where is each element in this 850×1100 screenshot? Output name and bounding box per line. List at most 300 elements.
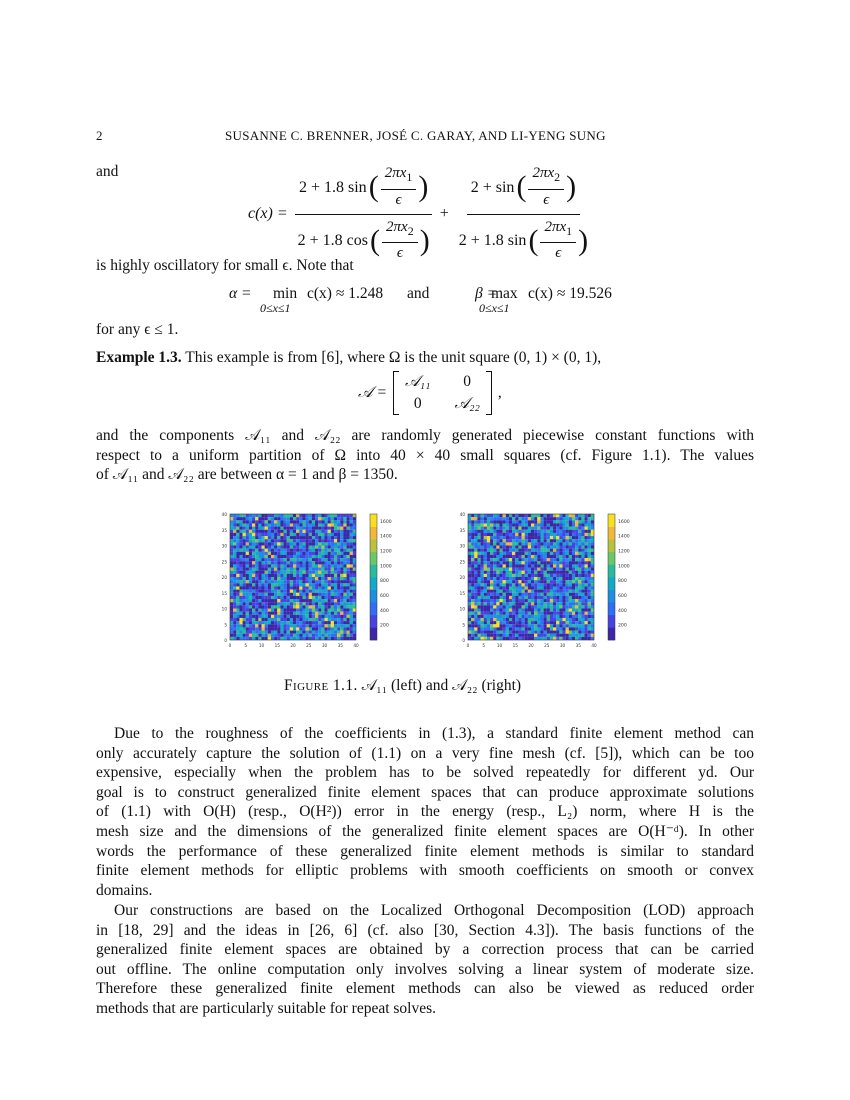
heatmap-cell	[522, 514, 525, 517]
heatmap-cell	[512, 609, 515, 612]
heatmap-cell	[334, 520, 337, 523]
heatmap-cell	[287, 612, 290, 615]
heatmap-cell	[578, 631, 581, 634]
heatmap-cell	[249, 621, 252, 624]
heatmap-cell	[585, 555, 588, 558]
heatmap-cell	[500, 631, 503, 634]
matrix-zero: 0	[463, 373, 472, 391]
heatmap-cell	[290, 546, 293, 549]
heatmap-cell	[591, 593, 594, 596]
heatmap-cell	[525, 530, 528, 533]
heatmap-cell	[585, 596, 588, 599]
heatmap-cell	[328, 583, 331, 586]
heatmap-cell	[302, 615, 305, 618]
heatmap-cell	[581, 599, 584, 602]
heatmap-cell	[490, 564, 493, 567]
heatmap-cell	[328, 546, 331, 549]
heatmap-cell	[528, 520, 531, 523]
heatmap-cell	[243, 542, 246, 545]
heatmap-cell	[321, 583, 324, 586]
heatmap-cell	[500, 599, 503, 602]
figure-caption-text: 𝒜₁₁ (left) and 𝒜₂₂ (right)	[361, 677, 522, 694]
heatmap-cell	[512, 555, 515, 558]
heatmap-cell	[559, 564, 562, 567]
heatmap-cell	[572, 599, 575, 602]
heatmap-cell	[340, 520, 343, 523]
heatmap-cell	[290, 627, 293, 630]
heatmap-cell	[236, 514, 239, 517]
heatmap-cell	[468, 530, 471, 533]
heatmap-cell	[591, 590, 594, 593]
heatmap-cell	[309, 580, 312, 583]
heatmap-cell	[246, 602, 249, 605]
heatmap-cell	[318, 580, 321, 583]
heatmap-cell	[255, 609, 258, 612]
heatmap-cell	[337, 593, 340, 596]
heatmap-cell	[299, 618, 302, 621]
heatmap-cell	[506, 514, 509, 517]
heatmap-cell	[512, 574, 515, 577]
text-line: only accurately capture the solution of (1.1) on a very fine mesh (cf. [5]), which can be too	[96, 744, 754, 762]
heatmap-cell	[302, 549, 305, 552]
heatmap-cell	[556, 558, 559, 561]
heatmap-cell	[306, 618, 309, 621]
heatmap-cell	[490, 539, 493, 542]
heatmap-cell	[296, 631, 299, 634]
heatmap-cell	[347, 596, 350, 599]
heatmap-cell	[468, 539, 471, 542]
heatmap-cell	[496, 621, 499, 624]
text-line: Therefore these generalized finite element methods can also be viewed as reduced order	[96, 980, 754, 998]
heatmap-cell	[296, 605, 299, 608]
heatmap-cell	[262, 558, 265, 561]
heatmap-cell	[318, 539, 321, 542]
heatmap-cell	[547, 590, 550, 593]
heatmap-cell	[293, 593, 296, 596]
heatmap-cell	[531, 517, 534, 520]
heatmap-cell	[312, 517, 315, 520]
heatmap-cell	[265, 561, 268, 564]
heatmap-cell	[306, 549, 309, 552]
heatmap-cell	[500, 558, 503, 561]
heatmap-cell	[309, 621, 312, 624]
heatmap-cell	[243, 555, 246, 558]
heatmap-cell	[477, 580, 480, 583]
heatmap-cell	[277, 602, 280, 605]
heatmap-cell	[559, 634, 562, 637]
heatmap-cell	[277, 580, 280, 583]
heatmap-cell	[544, 593, 547, 596]
heatmap-cell	[321, 612, 324, 615]
heatmap-cell	[522, 612, 525, 615]
heatmap-cell	[258, 590, 261, 593]
heatmap-cell	[553, 533, 556, 536]
heatmap-cell	[274, 520, 277, 523]
heatmap-cell	[503, 627, 506, 630]
heatmap-cell	[534, 586, 537, 589]
heatmap-cell	[334, 574, 337, 577]
heatmap-cell	[559, 533, 562, 536]
heatmap-cell	[252, 618, 255, 621]
heatmap-cell	[262, 621, 265, 624]
heatmap-cell	[487, 574, 490, 577]
heatmap-cell	[563, 571, 566, 574]
heatmap-cell	[271, 533, 274, 536]
heatmap-cell	[290, 564, 293, 567]
heatmap-cell	[588, 596, 591, 599]
heatmap-cell	[249, 571, 252, 574]
heatmap-cell	[477, 590, 480, 593]
heatmap-cell	[531, 561, 534, 564]
heatmap-cell	[277, 536, 280, 539]
heatmap-cell	[537, 536, 540, 539]
heatmap-cell	[468, 602, 471, 605]
heatmap-cell	[506, 634, 509, 637]
heatmap-cell	[578, 634, 581, 637]
heatmap-cell	[265, 539, 268, 542]
heatmap-cell	[350, 631, 353, 634]
heatmap-cell	[255, 520, 258, 523]
heatmap-cell	[563, 564, 566, 567]
heatmap-cell	[474, 618, 477, 621]
heatmap-cell	[268, 631, 271, 634]
heatmap-cell	[553, 514, 556, 517]
heatmap-cell	[258, 637, 261, 640]
heatmap-cell	[540, 577, 543, 580]
heatmap-cell	[537, 624, 540, 627]
heatmap-cell	[246, 618, 249, 621]
heatmap-cell	[531, 612, 534, 615]
heatmap-cell	[315, 561, 318, 564]
heatmap-cell	[265, 571, 268, 574]
heatmap-cell	[252, 520, 255, 523]
heatmap-cell	[525, 549, 528, 552]
heatmap-cell	[484, 590, 487, 593]
heatmap-cell	[566, 530, 569, 533]
y-tick-label: 25	[221, 559, 227, 565]
heatmap-cell	[550, 580, 553, 583]
heatmap-cell	[233, 593, 236, 596]
heatmap-cell	[315, 577, 318, 580]
heatmap-cell	[334, 590, 337, 593]
heatmap-cell	[252, 546, 255, 549]
heatmap-cell	[544, 555, 547, 558]
heatmap-cell	[509, 586, 512, 589]
heatmap-cell	[509, 593, 512, 596]
heatmap-cell	[277, 558, 280, 561]
heatmap-cell	[350, 596, 353, 599]
heatmap-cell	[569, 602, 572, 605]
heatmap-cell	[268, 590, 271, 593]
heatmap-cell	[280, 580, 283, 583]
heatmap-cell	[563, 558, 566, 561]
heatmap-cell	[258, 586, 261, 589]
heatmap-cell	[230, 542, 233, 545]
heatmap-cell	[556, 517, 559, 520]
heatmap-cell	[343, 615, 346, 618]
heatmap-cell	[284, 609, 287, 612]
heatmap-cell	[246, 523, 249, 526]
heatmap-cell	[540, 542, 543, 545]
colorbar-segment	[370, 539, 377, 552]
heatmap-cell	[268, 583, 271, 586]
heatmap-cell	[487, 542, 490, 545]
colorbar-segment	[608, 590, 615, 603]
heatmap-cell	[268, 599, 271, 602]
heatmap-cell	[290, 602, 293, 605]
heatmap-cell	[515, 564, 518, 567]
heatmap-cell	[280, 577, 283, 580]
heatmap-cell	[271, 590, 274, 593]
heatmap-cell	[293, 631, 296, 634]
heatmap-cell	[246, 634, 249, 637]
heatmap-cell	[249, 624, 252, 627]
heatmap-cell	[312, 568, 315, 571]
heatmap-cell	[262, 536, 265, 539]
heatmap-cell	[331, 580, 334, 583]
heatmap-cell	[518, 514, 521, 517]
heatmap-cell	[525, 520, 528, 523]
heatmap-cell	[243, 564, 246, 567]
heatmap-cell	[239, 546, 242, 549]
heatmap-cell	[287, 580, 290, 583]
heatmap-cell	[588, 634, 591, 637]
heatmap-cell	[578, 542, 581, 545]
heatmap-cell	[468, 546, 471, 549]
heatmap-cell	[531, 621, 534, 624]
heatmap-cell	[265, 583, 268, 586]
x-tick-label: 30	[321, 643, 328, 648]
heatmap-cell	[531, 586, 534, 589]
heatmap-cell	[347, 561, 350, 564]
heatmap-cell	[484, 624, 487, 627]
heatmap-cell	[350, 590, 353, 593]
heatmap-cell	[566, 568, 569, 571]
heatmap-cell	[537, 577, 540, 580]
heatmap-cell	[474, 605, 477, 608]
heatmap-cell	[547, 533, 550, 536]
heatmap-cell	[328, 580, 331, 583]
heatmap-cell	[550, 621, 553, 624]
heatmap-cell	[477, 568, 480, 571]
heatmap-cell	[509, 514, 512, 517]
heatmap-cell	[262, 590, 265, 593]
heatmap-cell	[340, 634, 343, 637]
heatmap-cell	[343, 536, 346, 539]
heatmap-cell	[484, 621, 487, 624]
heatmap-cell	[575, 549, 578, 552]
heatmap-cell	[477, 574, 480, 577]
heatmap-cell	[246, 590, 249, 593]
heatmap-cell	[249, 574, 252, 577]
heatmap-cell	[239, 577, 242, 580]
heatmap-cell	[515, 631, 518, 634]
heatmap-cell	[262, 533, 265, 536]
heatmap-cell	[581, 596, 584, 599]
heatmap-cell	[537, 602, 540, 605]
heatmap-cell	[328, 631, 331, 634]
heatmap-cell	[325, 624, 328, 627]
heatmap-cell	[284, 586, 287, 589]
heatmap-cell	[528, 564, 531, 567]
heatmap-cell	[553, 552, 556, 555]
heatmap-cell	[588, 533, 591, 536]
heatmap-cell	[252, 637, 255, 640]
heatmap-cell	[268, 549, 271, 552]
heatmap-cell	[236, 599, 239, 602]
heatmap-cell	[471, 520, 474, 523]
heatmap-cell	[337, 612, 340, 615]
heatmap-cell	[343, 549, 346, 552]
heatmap-cell	[537, 612, 540, 615]
heatmap-cell	[265, 615, 268, 618]
heatmap-cell	[503, 631, 506, 634]
heatmap-cell	[518, 568, 521, 571]
heatmap-cell	[468, 533, 471, 536]
heatmap-cell	[268, 571, 271, 574]
heatmap-cell	[277, 542, 280, 545]
heatmap-cell	[233, 520, 236, 523]
heatmap-cell	[500, 609, 503, 612]
heatmap-cell	[481, 574, 484, 577]
heatmap-cell	[544, 580, 547, 583]
heatmap-cell	[528, 590, 531, 593]
heatmap-cell	[271, 586, 274, 589]
heatmap-cell	[528, 552, 531, 555]
heatmap-cell	[477, 586, 480, 589]
heatmap-cell	[239, 627, 242, 630]
heatmap-cell	[512, 615, 515, 618]
heatmap-cell	[556, 627, 559, 630]
matrix-equation	[358, 370, 502, 416]
heatmap-cell	[506, 593, 509, 596]
heatmap-cell	[572, 637, 575, 640]
heatmap-cell	[347, 609, 350, 612]
colorbar-segment	[608, 564, 615, 577]
heatmap-cell	[252, 552, 255, 555]
heatmap-cell	[271, 577, 274, 580]
heatmap-cell	[277, 634, 280, 637]
heatmap-cell	[347, 621, 350, 624]
heatmap-cell	[350, 536, 353, 539]
heatmap-cell	[487, 624, 490, 627]
heatmap-cell	[528, 627, 531, 630]
heatmap-cell	[528, 558, 531, 561]
heatmap-cell	[468, 634, 471, 637]
heatmap-cell	[484, 602, 487, 605]
heatmap-cell	[547, 574, 550, 577]
heatmap-cell	[515, 615, 518, 618]
heatmap-cell	[315, 609, 318, 612]
heatmap-cell	[525, 527, 528, 530]
heatmap-cell	[575, 530, 578, 533]
heatmap-cell	[239, 586, 242, 589]
heatmap-cell	[334, 596, 337, 599]
heatmap-cell	[591, 530, 594, 533]
heatmap-cell	[299, 561, 302, 564]
heatmap-cell	[493, 624, 496, 627]
heatmap-cell	[347, 605, 350, 608]
heatmap-cell	[239, 583, 242, 586]
heatmap-cell	[575, 536, 578, 539]
heatmap-cell	[318, 593, 321, 596]
heatmap-cell	[578, 580, 581, 583]
heatmap-cell	[474, 609, 477, 612]
heatmap-cell	[509, 612, 512, 615]
heatmap-cell	[280, 514, 283, 517]
heatmap-cell	[277, 523, 280, 526]
heatmap-cell	[550, 637, 553, 640]
heatmap-cell	[581, 618, 584, 621]
heatmap-cell	[347, 568, 350, 571]
heatmap-cell	[553, 530, 556, 533]
heatmap-cell	[534, 596, 537, 599]
heatmap-cell	[496, 530, 499, 533]
heatmap-cell	[471, 631, 474, 634]
heatmap-cell	[496, 558, 499, 561]
heatmap-cell	[321, 580, 324, 583]
heatmap-cell	[493, 637, 496, 640]
eq-c-eps: ϵ	[555, 245, 562, 262]
heatmap-cell	[236, 583, 239, 586]
heatmap-cell	[299, 583, 302, 586]
heatmap-cell	[503, 624, 506, 627]
heatmap-cell	[312, 564, 315, 567]
heatmap-cell	[236, 568, 239, 571]
heatmap-cell	[233, 549, 236, 552]
heatmap-cell	[296, 618, 299, 621]
heatmap-cell	[559, 571, 562, 574]
heatmap-cell	[334, 571, 337, 574]
heatmap-cell	[239, 527, 242, 530]
heatmap-cell	[496, 577, 499, 580]
heatmap-cell	[518, 615, 521, 618]
heatmap-cell	[484, 542, 487, 545]
heatmap-cell	[309, 527, 312, 530]
heatmap-cell	[350, 568, 353, 571]
heatmap-cell	[296, 542, 299, 545]
example-1-3	[96, 348, 754, 368]
heatmap-cell	[553, 546, 556, 549]
heatmap-cell	[265, 530, 268, 533]
heatmap-cell	[477, 618, 480, 621]
heatmap-cell	[312, 552, 315, 555]
heatmap-cell	[512, 599, 515, 602]
heatmap-cell	[306, 593, 309, 596]
heatmap-cell	[255, 612, 258, 615]
heatmap-cell	[518, 586, 521, 589]
heatmap-cell	[296, 530, 299, 533]
heatmap-cell	[325, 596, 328, 599]
text-line: and the components 𝒜₁₁ and 𝒜₂₂ are randomly generated piecewise constant functions with	[96, 427, 754, 444]
heatmap-cell	[337, 558, 340, 561]
heatmap-cell	[230, 612, 233, 615]
heatmap-cell	[249, 552, 252, 555]
heatmap-cell	[490, 586, 493, 589]
heatmap-cell	[255, 558, 258, 561]
heatmap-cell	[512, 621, 515, 624]
heatmap-cell	[509, 549, 512, 552]
heatmap-cell	[484, 593, 487, 596]
heatmap-cell	[246, 621, 249, 624]
heatmap-cell	[325, 546, 328, 549]
heatmap-cell	[547, 593, 550, 596]
heatmap-cell	[290, 561, 293, 564]
heatmap-cell	[258, 520, 261, 523]
heatmap-cell	[249, 577, 252, 580]
colorbar-segment	[370, 514, 377, 527]
heatmap-cell	[274, 609, 277, 612]
